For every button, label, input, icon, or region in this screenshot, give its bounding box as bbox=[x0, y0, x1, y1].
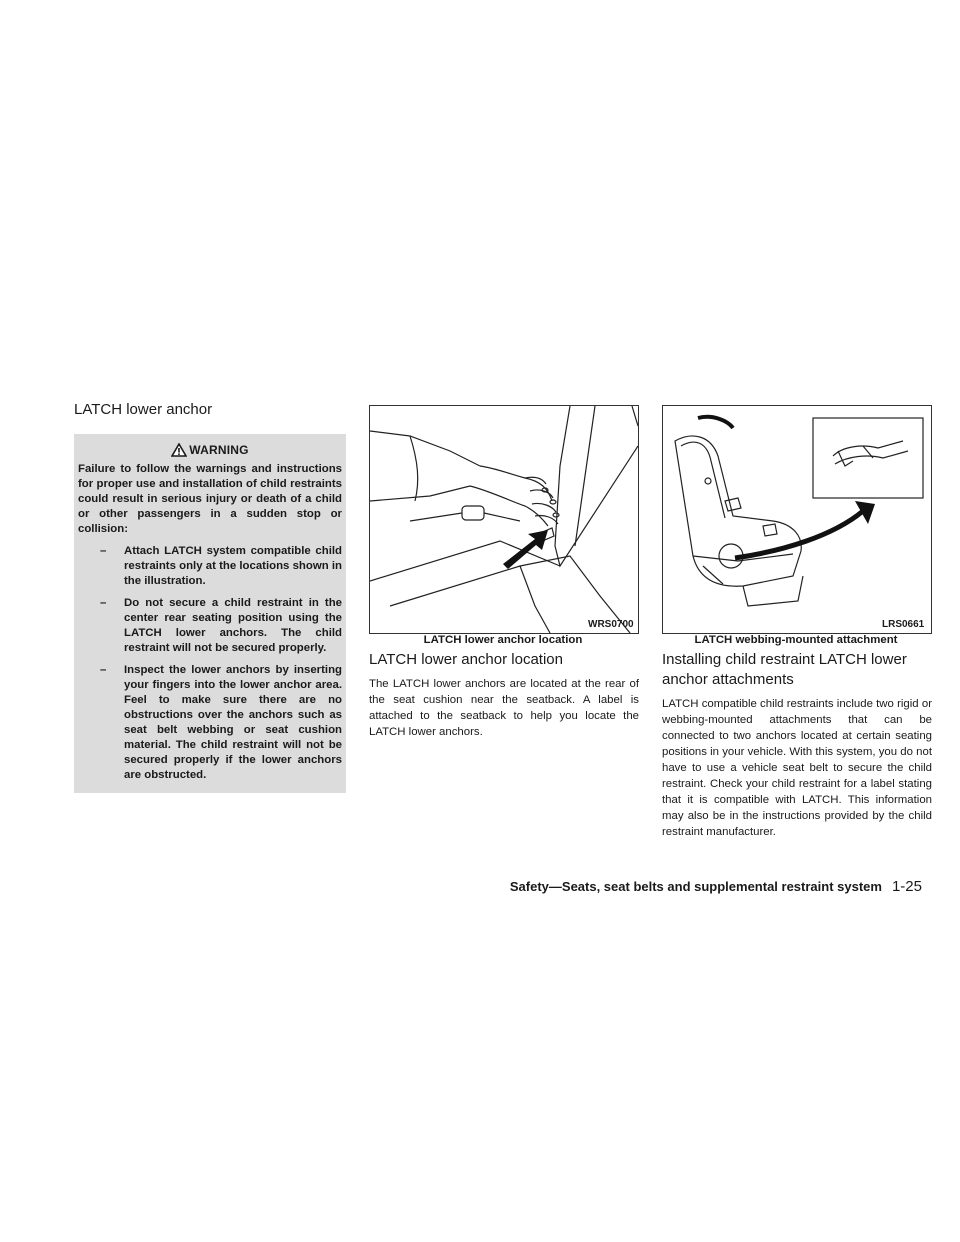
middle-column bbox=[369, 650, 639, 740]
figure-latch-lower-anchor-location bbox=[369, 405, 639, 634]
figure1-code: WRS0700 bbox=[588, 619, 634, 630]
warning-title-text: WARNING bbox=[189, 443, 249, 457]
hand-inserting-fingers-illustration bbox=[370, 406, 638, 633]
section2-body: The LATCH lower anchors are located at the rear of the seat cushion near the seatback. A label is attached to the seatback to help you locate the LATCH lower anchors. bbox=[369, 678, 639, 738]
footer-chapter: Safety—Seats, seat belts and supplemental restraint system bbox=[509, 879, 882, 894]
warning-item-text: Attach LATCH system compatible child restraints only at the locations shown in the illustration. bbox=[124, 545, 342, 587]
warning-item: – Attach LATCH system compatible child restraints only at the locations shown in the illustration. bbox=[100, 545, 342, 587]
right-column bbox=[662, 650, 932, 840]
warning-intro: Failure to follow the warnings and instructions for proper use and installation of child restraints could result in serious injury or death of a child or other passengers in a sudden stop or collision: bbox=[78, 463, 342, 535]
warning-title bbox=[74, 442, 346, 458]
left-column bbox=[74, 400, 346, 793]
figure1-caption: LATCH lower anchor location bbox=[423, 634, 583, 646]
figure2-code: LRS0661 bbox=[882, 619, 925, 630]
figure2-caption: LATCH webbing-mounted attachment bbox=[694, 634, 898, 646]
section-heading-installing-latch: Installing child restraint LATCH lower anchor attachments bbox=[662, 651, 907, 688]
page-footer bbox=[510, 878, 922, 895]
warning-item: – Inspect the lower anchors by inserting your fingers into the lower anchor area. Feel to make sure there are no obstructions over the anchors such as seat belt webbing or seat cushion material. The child restraint will not be secured properly if the lower anchors are obstructed. bbox=[100, 664, 342, 781]
warning-item-text: Inspect the lower anchors by inserting your fingers into the lower anchor area. Feel to make sure there are no obstructions over the anchors such as seat belt webbing or seat cushion material. The child restraint will not be secured properly if the lower anchors are obstructed. bbox=[124, 664, 342, 781]
warning-box bbox=[74, 434, 346, 793]
figure-latch-webbing-attachment bbox=[662, 405, 932, 634]
warning-item-text: Do not secure a child restraint in the center rear seating position using the LATCH lower anchors. The child restraint will not be secured properly. bbox=[124, 597, 342, 654]
page-number: 1-25 bbox=[891, 878, 922, 895]
warning-list bbox=[74, 544, 346, 783]
warning-triangle-icon bbox=[171, 443, 187, 457]
section-heading-lower-anchor-location: LATCH lower anchor location bbox=[369, 651, 563, 668]
section3-body: LATCH compatible child restraints include two rigid or webbing-mounted attachments that can be connected to two anchors located at certain seating positions in your vehicle. With this system, you do not have to use a vehicle seat belt to secure the child restraint. Check your child restraint for a label stating that it is compatible with LATCH. This information may also be in the instructions provided by the child restraint manufacturer. bbox=[662, 698, 932, 838]
section-heading-latch-lower-anchor: LATCH lower anchor bbox=[74, 401, 213, 418]
warning-item: – Do not secure a child restraint in the center rear seating position using the LATCH lower anchors. The child restraint will not be secured properly. bbox=[100, 597, 342, 654]
child-seat-attachment-illustration bbox=[663, 406, 931, 633]
